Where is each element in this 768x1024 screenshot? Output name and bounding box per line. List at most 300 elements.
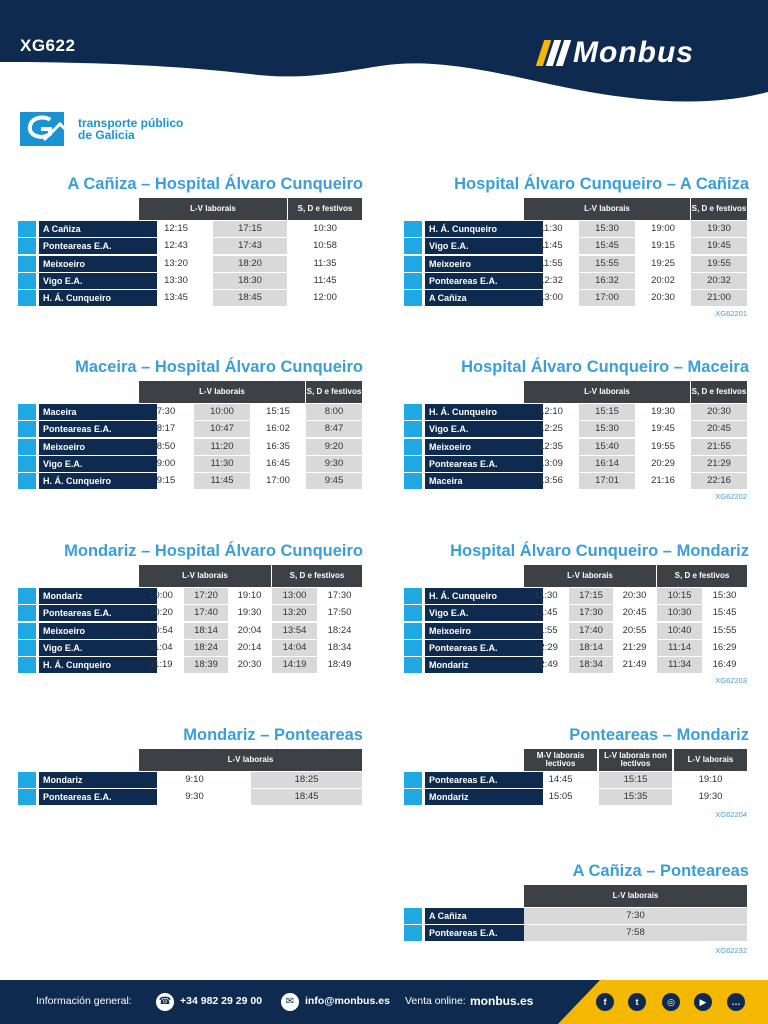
instagram-icon[interactable]: ◎ <box>662 993 680 1011</box>
footer-info-label: Información general: <box>36 995 132 1007</box>
table-row <box>404 256 749 272</box>
table-row <box>18 772 363 788</box>
column-group-header: L-V laborais <box>139 749 362 771</box>
departure-time: 12:25 <box>539 423 563 435</box>
table-row <box>404 421 749 437</box>
departure-time: 15:35 <box>599 789 672 805</box>
departure-time: 11:30 <box>194 456 250 472</box>
departure-time: 15:40 <box>579 439 635 455</box>
timetable-hospital-maceira <box>404 358 749 508</box>
departure-time: 10:00 <box>194 404 250 420</box>
column-group-header: L-V laborais <box>524 381 690 403</box>
departure-time: 10:15 <box>657 588 702 604</box>
departure-time: 18:30 <box>213 273 287 289</box>
departure-time: 12:32 <box>539 274 563 286</box>
stop-name: A Cañiza <box>425 290 543 306</box>
departure-time: 13:54 <box>272 623 317 639</box>
departure-time: 20:29 <box>651 457 675 469</box>
table-row <box>18 588 363 604</box>
section-title: Maceira – Hospital Álvaro Cunqueiro <box>75 358 363 376</box>
stop-name: A Cañiza <box>425 908 543 924</box>
stop-marker <box>18 473 36 489</box>
stop-marker <box>18 640 36 656</box>
stop-name: Meixoeiro <box>425 439 543 455</box>
departure-time: 10:40 <box>657 623 702 639</box>
departure-time: 15:15 <box>266 406 290 417</box>
table-row <box>18 439 363 455</box>
stop-marker <box>404 908 422 924</box>
stop-name: Ponteareas E.A. <box>425 925 543 941</box>
stop-name: Vigo E.A. <box>39 640 157 656</box>
departure-time: 19:10 <box>698 774 723 785</box>
departure-time: 19:45 <box>651 423 675 435</box>
stop-marker <box>404 456 422 472</box>
table-row <box>404 456 749 472</box>
departure-time: 10:58 <box>313 240 337 252</box>
departure-time: 11:35 <box>313 257 337 269</box>
departure-time: 15:45 <box>712 607 737 619</box>
departure-time: 16:45 <box>266 457 290 469</box>
stop-marker <box>404 238 422 254</box>
departure-time: 7:30 <box>524 908 747 924</box>
table-row <box>18 421 363 437</box>
departure-time: 20:30 <box>237 659 262 671</box>
departure-time: 18:20 <box>213 256 287 272</box>
departure-time: 14:04 <box>272 640 317 656</box>
stop-marker <box>18 221 36 237</box>
footer-phone[interactable]: +34 982 29 29 00 <box>180 995 263 1007</box>
departure-time: 18:24 <box>184 640 228 656</box>
departure-time: 9:20 <box>306 439 362 455</box>
stop-marker <box>18 772 36 788</box>
column-group-header: L-V laborais <box>139 198 287 220</box>
stop-marker <box>18 238 36 254</box>
departure-time: 15:05 <box>548 791 573 803</box>
column-group-header: L-V laborais <box>139 565 271 587</box>
column-group-header: L-V laborais <box>139 381 305 403</box>
departure-time: 15:55 <box>712 624 737 636</box>
stop-marker <box>18 657 36 673</box>
stop-marker <box>18 789 36 805</box>
departure-time: 13:20 <box>272 605 317 621</box>
departure-time: 17:43 <box>213 238 287 254</box>
departure-time: 15:15 <box>599 772 672 788</box>
departure-time: 17:40 <box>184 605 228 621</box>
column-group-header: S, D e festivos <box>306 381 362 403</box>
departure-time: 19:55 <box>651 440 675 452</box>
departure-time: 13:00 <box>539 292 563 304</box>
departure-time: 9:45 <box>306 473 362 489</box>
departure-time: 19:00 <box>651 223 675 234</box>
departure-time: 18:49 <box>327 659 352 671</box>
stop-name: Meixoeiro <box>39 256 157 272</box>
route-variant-code: XG62203 <box>715 676 747 685</box>
timetable-mondariz-ponteareas <box>18 726 363 816</box>
departure-time: 18:25 <box>251 772 362 788</box>
table-row <box>18 238 363 254</box>
stop-marker <box>404 657 422 673</box>
stop-name: H. Á. Cunqueiro <box>39 657 157 673</box>
table-row <box>18 640 363 656</box>
section-title: Hospital Álvaro Cunqueiro – A Cañiza <box>454 175 749 193</box>
departure-time: 9:30 <box>306 456 362 472</box>
table-row <box>404 588 749 604</box>
departure-time: 16:02 <box>266 423 290 435</box>
column-group-header: S, D e festivos <box>288 198 362 220</box>
table-row <box>404 623 749 639</box>
section-title: A Cañiza – Hospital Álvaro Cunqueiro <box>67 175 363 193</box>
stop-marker <box>18 256 36 272</box>
section-title: Mondariz – Hospital Álvaro Cunqueiro <box>64 542 363 560</box>
stop-name: Meixoeiro <box>39 623 157 639</box>
stop-name: Meixoeiro <box>425 623 543 639</box>
departure-time: 8:00 <box>306 404 362 420</box>
agency-line2: de Galicia <box>78 128 135 142</box>
stop-marker <box>18 421 36 437</box>
stop-marker <box>404 925 422 941</box>
departure-time: 10:30 <box>657 605 702 621</box>
stop-marker <box>404 588 422 604</box>
table-row <box>404 290 749 306</box>
stop-marker <box>404 290 422 306</box>
stop-name: Vigo E.A. <box>39 456 157 472</box>
departure-time: 16:32 <box>579 273 635 289</box>
departure-time: 7:58 <box>524 925 747 941</box>
departure-time: 19:30 <box>651 406 675 417</box>
departure-time: 17:30 <box>569 605 613 621</box>
departure-time: 18:34 <box>569 657 613 673</box>
departure-time: 19:55 <box>691 256 747 272</box>
column-group-header: S, D e festivos <box>657 565 747 587</box>
column-group-header: S, D e festivos <box>691 198 747 220</box>
departure-time: 17:30 <box>327 590 352 601</box>
column-group-header: L-V laborais non lectivos <box>599 749 672 771</box>
stop-name: Mondariz <box>425 789 543 805</box>
stop-name: Mondariz <box>425 657 543 673</box>
table-row <box>18 623 363 639</box>
column-group-header: L-V laborais <box>524 885 747 907</box>
departure-time: 15:15 <box>579 404 635 420</box>
departure-time: 11:20 <box>194 439 250 455</box>
departure-time: 17:20 <box>184 588 228 604</box>
departure-time: 11:45 <box>534 607 558 619</box>
departure-time: 19:30 <box>691 221 747 237</box>
departure-time: 17:50 <box>327 607 352 619</box>
departure-time: 12:10 <box>539 406 563 417</box>
table-row <box>18 473 363 489</box>
departure-time: 18:39 <box>184 657 228 673</box>
table-row <box>404 925 749 941</box>
stop-marker <box>404 404 422 420</box>
departure-time: 18:45 <box>251 789 362 805</box>
stop-name: Meixoeiro <box>425 256 543 272</box>
departure-time: 9:30 <box>185 791 204 803</box>
stop-name: Mondariz <box>39 772 157 788</box>
departure-time: 11:30 <box>539 223 563 234</box>
departure-time: 15:30 <box>579 421 635 437</box>
stop-marker <box>18 273 36 289</box>
departure-time: 17:00 <box>579 290 635 306</box>
departure-time: 9:00 <box>156 457 176 469</box>
footer-online-label: Venta online: <box>405 995 466 1007</box>
departure-time: 21:49 <box>622 659 647 671</box>
route-variant-code: XG62204 <box>715 810 747 819</box>
footer <box>0 980 768 1024</box>
stop-name: Meixoeiro <box>39 439 157 455</box>
chat-icon[interactable]: … <box>727 993 745 1011</box>
timetable-maceira-hospital <box>18 358 363 498</box>
departure-time: 13:09 <box>539 457 563 469</box>
stop-marker <box>404 623 422 639</box>
timetable-caniza-hospital <box>18 175 363 315</box>
departure-time: 18:45 <box>213 290 287 306</box>
section-title: A Cañiza – Ponteareas <box>572 862 749 880</box>
table-row <box>18 221 363 237</box>
stop-name: H. Á. Cunqueiro <box>425 404 543 420</box>
stop-name: Ponteareas E.A. <box>425 772 543 788</box>
departure-time: 11:45 <box>313 274 337 286</box>
departure-time: 8:50 <box>156 440 176 452</box>
stop-name: H. Á. Cunqueiro <box>39 473 157 489</box>
departure-time: 11:55 <box>534 624 558 636</box>
stop-marker <box>404 640 422 656</box>
departure-time: 12:35 <box>539 440 563 452</box>
route-variant-code: XG62232 <box>715 946 747 955</box>
monbus-bars-icon <box>540 40 567 66</box>
stop-name: H. Á. Cunqueiro <box>425 588 543 604</box>
stop-name: Ponteareas E.A. <box>425 640 543 656</box>
table-row <box>404 908 749 924</box>
departure-time: 20:02 <box>651 274 675 286</box>
departure-time: 11:45 <box>194 473 250 489</box>
stop-name: Ponteareas E.A. <box>425 273 543 289</box>
departure-time: 20:04 <box>237 624 262 636</box>
stop-name: Ponteareas E.A. <box>39 238 157 254</box>
departure-time: 19:30 <box>698 791 723 803</box>
departure-time: 19:30 <box>237 607 262 619</box>
brand-name: Monbus <box>573 36 694 69</box>
departure-time: 11:45 <box>539 240 563 252</box>
departure-time: 11:19 <box>149 659 173 671</box>
table-row <box>18 456 363 472</box>
departure-time: 13:20 <box>164 257 188 269</box>
departure-time: 15:30 <box>579 221 635 237</box>
table-row <box>18 290 363 306</box>
phone-icon: ☎ <box>156 993 174 1011</box>
timetable-hospital-mondariz <box>404 542 749 692</box>
departure-time: 10:54 <box>149 624 173 636</box>
departure-time: 17:00 <box>266 475 290 487</box>
departure-time: 17:15 <box>569 588 613 604</box>
departure-time: 19:15 <box>651 240 675 252</box>
departure-time: 10:30 <box>313 223 337 234</box>
stop-marker <box>404 473 422 489</box>
table-row <box>404 273 749 289</box>
departure-time: 20:45 <box>622 607 647 619</box>
mail-icon: ✉ <box>281 993 299 1011</box>
departure-time: 15:45 <box>579 238 635 254</box>
stop-marker <box>404 789 422 805</box>
departure-time: 20:30 <box>651 292 675 304</box>
stop-name: Maceira <box>425 473 543 489</box>
galicia-transport-icon <box>20 110 68 148</box>
table-row <box>18 605 363 621</box>
departure-time: 12:49 <box>534 659 558 671</box>
departure-time: 20:32 <box>691 273 747 289</box>
timetable-ponteareas-mondariz <box>404 726 749 826</box>
stop-name: Ponteareas E.A. <box>39 789 157 805</box>
departure-time: 18:34 <box>327 641 352 653</box>
departure-time: 17:15 <box>213 221 287 237</box>
departure-time: 21:16 <box>651 475 675 487</box>
column-group-header: S, D e festivos <box>691 381 747 403</box>
monbus-logo <box>540 36 694 70</box>
stop-marker <box>404 772 422 788</box>
stop-marker <box>18 290 36 306</box>
stop-name: Ponteareas E.A. <box>425 456 543 472</box>
table-row <box>404 473 749 489</box>
departure-time: 8:17 <box>156 423 176 435</box>
agency-line1: transporte público <box>78 116 184 130</box>
section-title: Hospital Álvaro Cunqueiro – Maceira <box>461 358 749 376</box>
stop-name: Ponteareas E.A. <box>39 421 157 437</box>
departure-time: 15:30 <box>712 590 737 601</box>
departure-time: 19:10 <box>237 590 262 601</box>
stop-name: Vigo E.A. <box>425 421 543 437</box>
departure-time: 12:15 <box>164 223 188 234</box>
table-row <box>404 772 749 788</box>
departure-time: 15:55 <box>579 256 635 272</box>
table-row <box>404 439 749 455</box>
departure-time: 13:56 <box>539 475 563 487</box>
departure-time: 20:30 <box>622 590 647 601</box>
departure-time: 19:25 <box>651 257 675 269</box>
departure-time: 14:19 <box>272 657 317 673</box>
departure-time: 11:30 <box>534 590 558 601</box>
facebook-icon[interactable]: f <box>596 993 614 1011</box>
table-row <box>18 657 363 673</box>
stop-marker <box>404 256 422 272</box>
departure-time: 16:49 <box>712 659 737 671</box>
table-row <box>18 273 363 289</box>
footer-online-site[interactable]: monbus.es <box>470 994 534 1008</box>
stop-name: Ponteareas E.A. <box>39 605 157 621</box>
youtube-icon[interactable]: ▶ <box>694 993 712 1011</box>
stop-name: H. Á. Cunqueiro <box>425 221 543 237</box>
departure-time: 11:34 <box>657 657 702 673</box>
departure-time: 10:47 <box>194 421 250 437</box>
table-row <box>404 238 749 254</box>
column-group-header: S, D e festivos <box>272 565 362 587</box>
stop-marker <box>18 623 36 639</box>
departure-time: 13:30 <box>164 274 188 286</box>
departure-time: 21:29 <box>622 641 647 653</box>
departure-time: 11:14 <box>657 640 702 656</box>
stop-name: A Cañiza <box>39 221 157 237</box>
departure-time: 20:45 <box>691 421 747 437</box>
departure-time: 18:14 <box>184 623 228 639</box>
column-group-header: L-V laborais <box>674 749 747 771</box>
table-row <box>404 404 749 420</box>
departure-time: 20:30 <box>691 404 747 420</box>
stop-marker <box>18 439 36 455</box>
departure-time: 10:00 <box>149 590 173 601</box>
stop-marker <box>404 221 422 237</box>
stop-name: Vigo E.A. <box>425 605 543 621</box>
stop-name: Mondariz <box>39 588 157 604</box>
timetable-caniza-ponteareas <box>404 862 749 962</box>
departure-time: 13:45 <box>164 292 188 304</box>
departure-time: 8:47 <box>306 421 362 437</box>
departure-time: 22:16 <box>691 473 747 489</box>
departure-time: 9:10 <box>185 774 204 785</box>
stop-marker <box>18 404 36 420</box>
departure-time: 14:45 <box>548 774 573 785</box>
departure-time: 11:04 <box>149 641 173 653</box>
departure-time: 17:01 <box>579 473 635 489</box>
departure-time: 21:55 <box>691 439 747 455</box>
departure-time: 16:29 <box>712 641 737 653</box>
departure-time: 21:00 <box>691 290 747 306</box>
table-row <box>404 657 749 673</box>
stop-marker <box>404 605 422 621</box>
departure-time: 10:20 <box>149 607 173 619</box>
column-group-header: L-V laborais <box>524 565 656 587</box>
departure-time: 11:55 <box>539 257 563 269</box>
departure-time: 12:29 <box>534 641 558 653</box>
table-row <box>404 789 749 805</box>
timetable-mondariz-hospital <box>18 542 363 682</box>
stop-marker <box>18 605 36 621</box>
departure-time: 12:43 <box>164 240 188 252</box>
stop-marker <box>404 273 422 289</box>
stop-marker <box>18 588 36 604</box>
twitter-icon[interactable]: t <box>628 993 646 1011</box>
stop-marker <box>404 421 422 437</box>
timetable-hospital-caniza <box>404 175 749 325</box>
stop-name: Vigo E.A. <box>425 238 543 254</box>
stop-name: Maceira <box>39 404 157 420</box>
stop-marker <box>404 439 422 455</box>
departure-time: 18:24 <box>327 624 352 636</box>
departure-time: 16:14 <box>579 456 635 472</box>
departure-time: 13:00 <box>272 588 317 604</box>
table-row <box>404 640 749 656</box>
departure-time: 7:30 <box>156 406 176 417</box>
footer-email[interactable]: info@monbus.es <box>305 995 390 1007</box>
departure-time: 17:40 <box>569 623 613 639</box>
route-variant-code: XG62201 <box>715 309 747 318</box>
transporte-publico-logo <box>20 110 183 148</box>
departure-time: 12:00 <box>313 292 337 304</box>
column-group-header: M-V laborais lectivos <box>524 749 597 771</box>
table-row <box>18 789 363 805</box>
section-title: Mondariz – Ponteareas <box>183 726 363 744</box>
departure-time: 18:14 <box>569 640 613 656</box>
stop-name: Vigo E.A. <box>39 273 157 289</box>
route-code: XG622 <box>20 36 76 55</box>
section-title: Hospital Álvaro Cunqueiro – Mondariz <box>450 542 749 560</box>
departure-time: 20:55 <box>622 624 647 636</box>
departure-time: 21:29 <box>691 456 747 472</box>
stop-name: H. Á. Cunqueiro <box>39 290 157 306</box>
stop-marker <box>18 456 36 472</box>
table-row <box>18 404 363 420</box>
departure-time: 20:14 <box>237 641 262 653</box>
departure-time: 9:15 <box>156 475 176 487</box>
table-row <box>18 256 363 272</box>
section-title: Ponteareas – Mondariz <box>569 726 749 744</box>
